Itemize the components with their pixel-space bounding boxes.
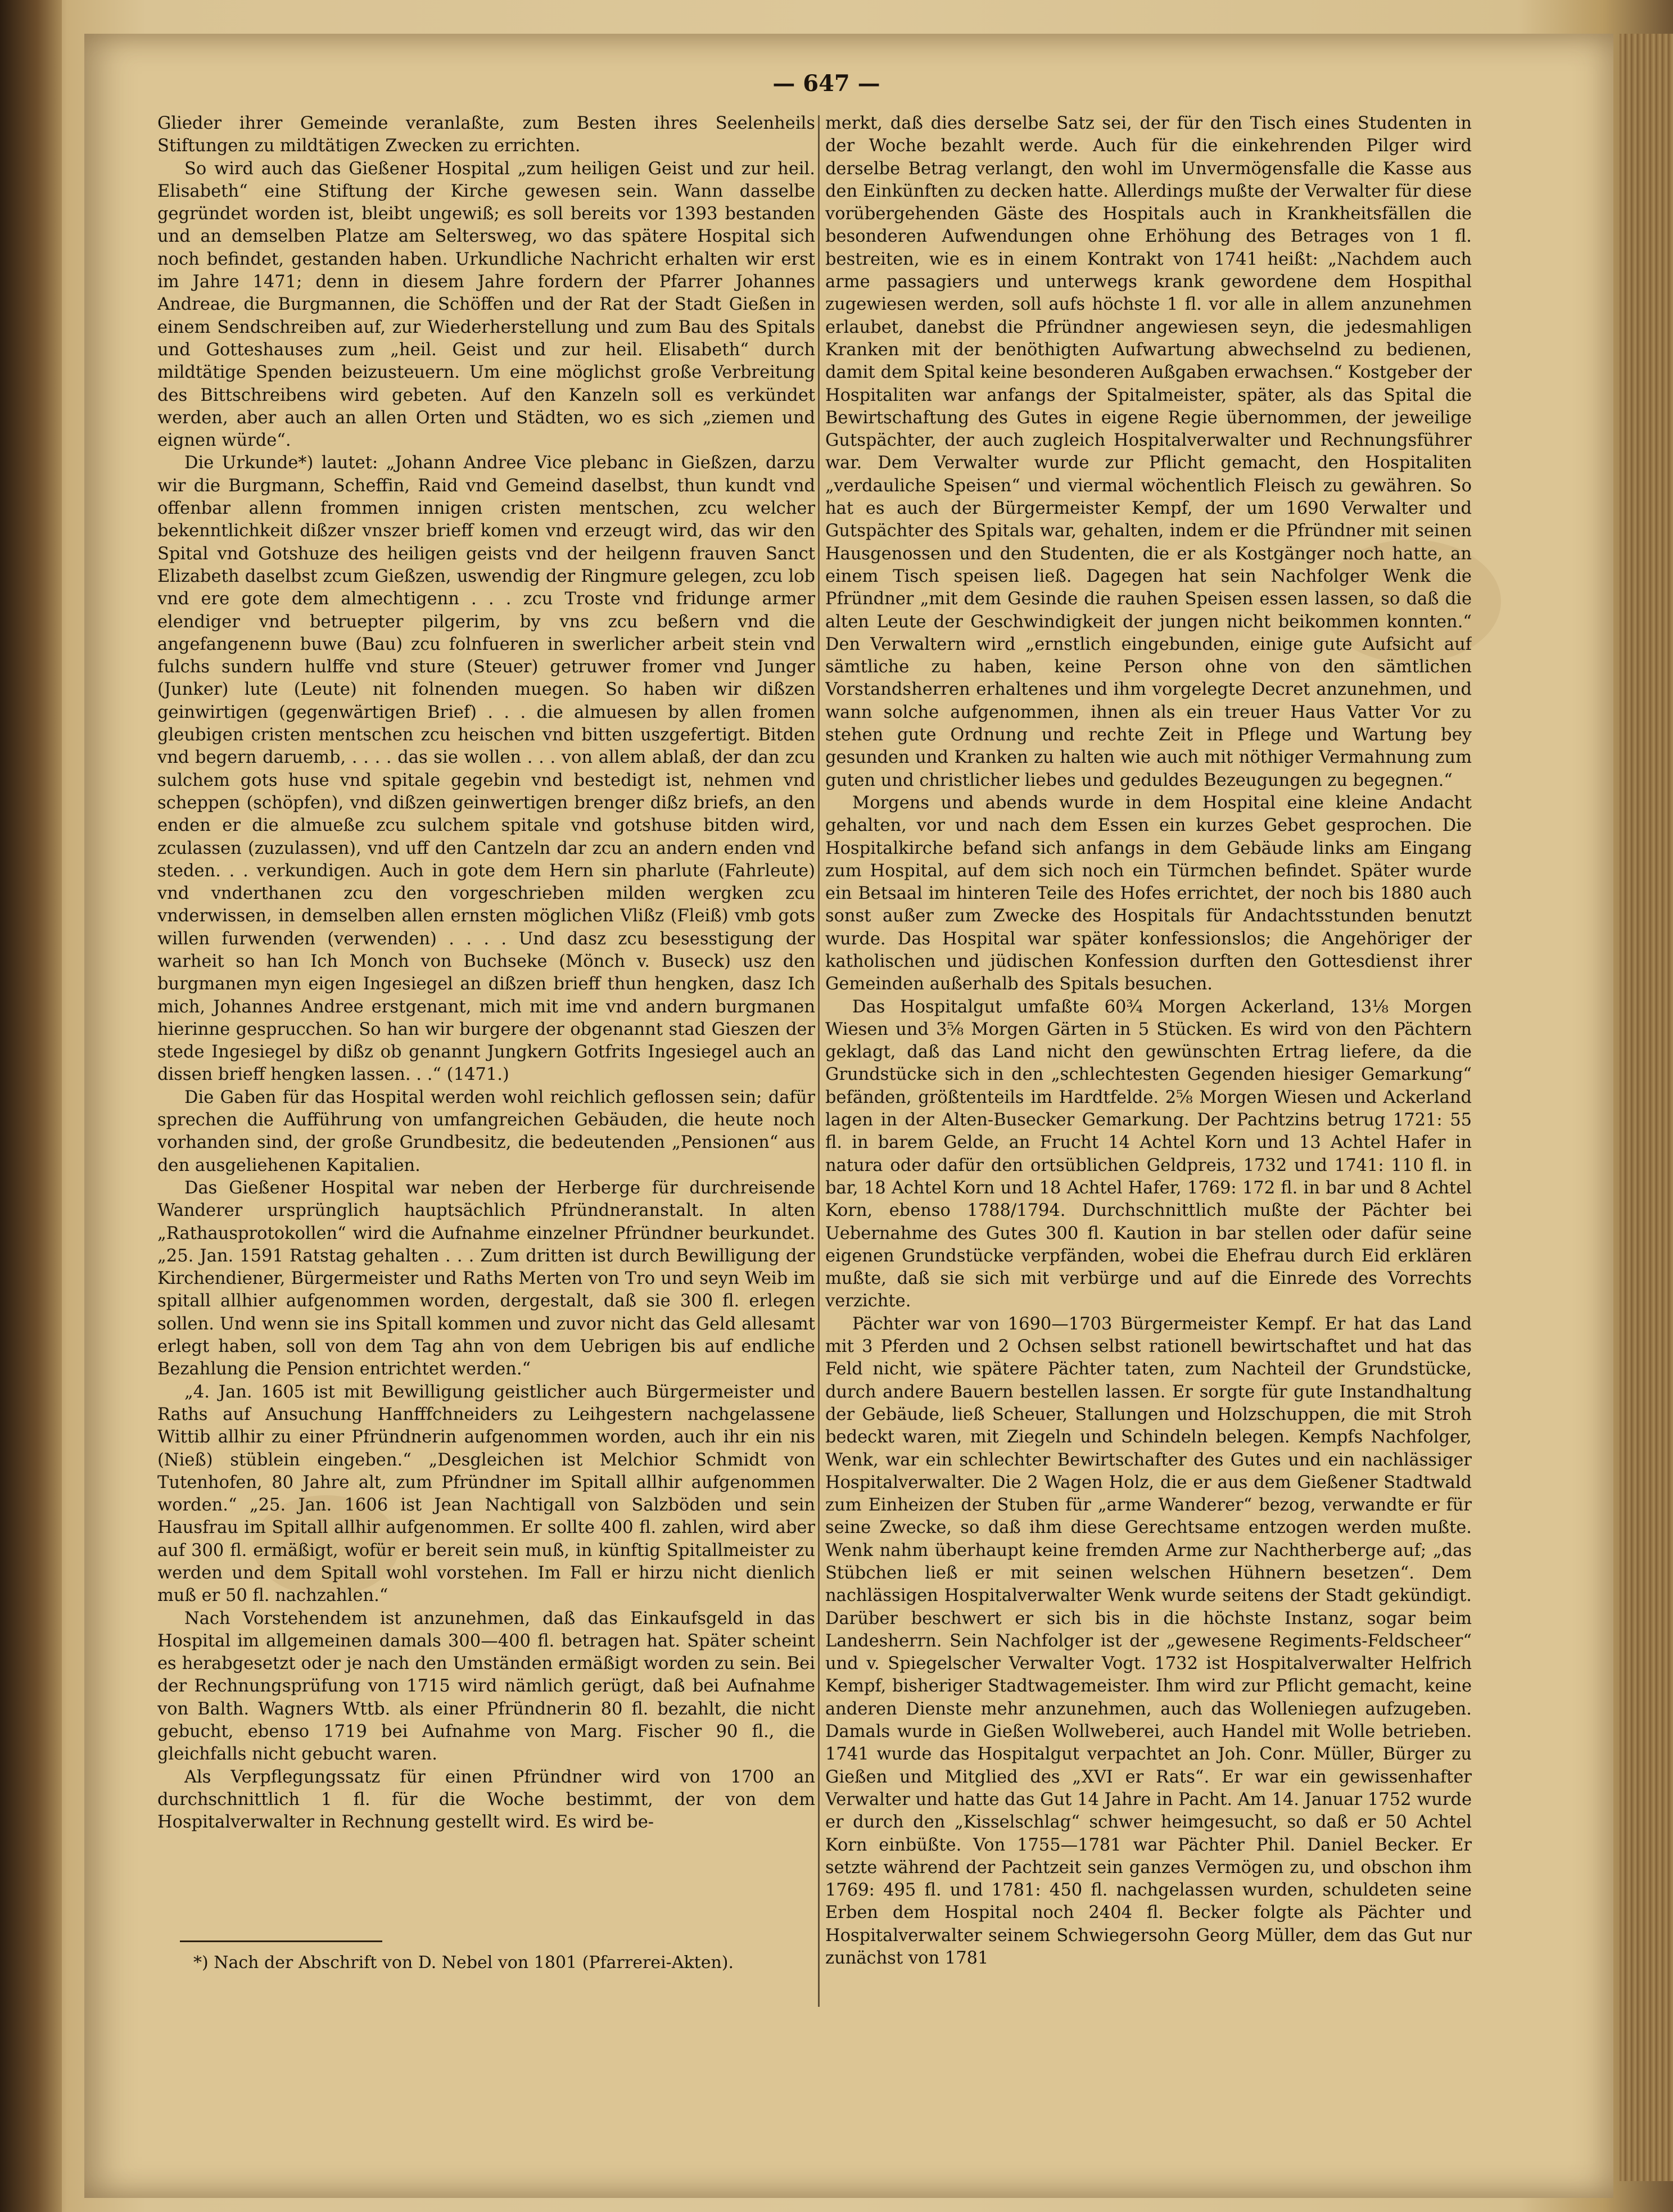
paragraph: Als Verpflegungssatz für einen Pfründner wird von 1700 an durchschnittlich 1 fl. für die Woche bestimmt, der von dem Hospitalverwalter in Rechnung gestellt wird. Es wird be- xyxy=(157,1767,815,1833)
page-number: — 647 — xyxy=(772,70,880,97)
paragraph: Die Urkunde*) lautet: „Johann Andree Vice plebanc in Gießzen, darzu wir die Burgmann, Scheffin, Raid vnd Gemeind daselbst, thun kundt vnd offenbar allenn frommen innigen cristen mentschen, zcu welcher bekenntlichkeit dißzer vnszer brieff komen vnd erzeugt wird, das wir den Spital vnd Gotshuze des heiligen geists vnd der heilgenn frauven Sanct Elizabeth daselbst zcum Gießzen, uswendig der Ringmure gelegen, zcu lob vnd ere gote dem almechtigenn . . . zcu Troste vnd fridunge armer elendiger vnd betruepter pilgerim, by vns zcu beßern vnd die angefangenenn buwe (Bau) zcu folnfueren in swerlicher arbeit stein vnd fulchs sundern hulffe vnd sture (Steuer) getruwer fromer vnd Junger (Junker) lute (Leute) nit folnenden muegen. So haben wir dißzen geinwirtigen (gegenwärtigen Brief) . . . die almuesen by allen fromen gleubigen cristen mentschen zcu heischen vnd bitten uszgefertigt. Bitden vnd begern daruemb, . . . . das sie wollen . . . von allem ablaß, der dan zcu sulchem gots huse vnd spitale gegebin vnd bestedigt ist, nehmen vnd scheppen (schöpfen), vnd dißzen geinwertigen brenger dißz briefs, an den enden er die almueße zcu sulchem spitale vnd gotshuse bitden wird, zculassen (zuzulassen), vnd uff den Cantzeln dar zcu an andern enden vnd steden. . . verkundigen. Auch in gote dem Hern sin pharlute (Fahrleute) vnd vnderthanen zcu den vorgeschrieben milden wergken zcu vnderwissen, in demselben allen ernsten möglichen Vlißz (Fleiß) vmb gots willen furwenden (verwenden) . . . . Und dasz zcu besesstigung der warheit so han Ich Monch von Buchseke (Mönch v. Buseck) usz den burgmanen myn eigen Ingesiegel an dißzen brieff thun hengken, dasz Ich mich, Johannes Andree erstgenant, mich mit ime vnd andern burgmanen hierinne gesprucchen. So han wir burgere der obgenannt stad Gieszen der stede Ingesiegel by dißz ob genannt Jungkern Gotfrits Ingesiegel auch an dissen brieff hengken lassen. . .“ (1471.) xyxy=(157,453,815,1085)
book-gutter xyxy=(0,0,62,2212)
paragraph: Das Hospitalgut umfaßte 60¾ Morgen Ackerland, 13⅛ Morgen Wiesen und 3⅝ Morgen Gärten in 5 Stücken. Es wird von den Pächtern geklagt, daß das Land nicht den gewünschten Ertrag liefere, da die Grundstücke sich in den „schlechtesten Gegenden hiesiger Gemarkung“ befänden, größtenteils im Hardtfelde. 2⅝ Morgen Wiesen und Ackerland lagen in der Alten-Busecker Gemarkung. Der Pachtzins betrug 1721: 55 fl. in barem Gelde, an Frucht 14 Achtel Korn und 13 Achtel Hafer in natura oder dafür den ortsüblichen Geldpreis, 1732 und 1741: 110 fl. in bar, 18 Achtel Korn und 18 Achtel Hafer, 1769: 172 fl. in bar und 8 Achtel Korn, ebenso 1788/1794. Durchschnittlich mußte der Pächter bei Uebernahme des Gutes 300 fl. Kaution in bar stellen oder dafür seine eigenen Grundstücke verpfänden, wobei die Ehefrau durch Eid erklären mußte, daß sie sich mit verbürge und auf die Einrede des Vorrechts verzichte. xyxy=(825,997,1472,1311)
paragraph: Nach Vorstehendem ist anzunehmen, daß das Einkaufsgeld in das Hospital im allgemeinen damals 300—400 fl. betragen hat. Später scheint es herabgesetzt oder je nach den Umständen ermäßigt worden zu sein. Bei der Rechnungsprüfung von 1715 wird nämlich gerügt, daß bei Aufnahme von Balth. Wagners Wttb. als einer Pfründnerin 80 fl. bezahlt, die nicht gebucht, ebenso 1719 bei Aufnahme von Marg. Fischer 90 fl., die gleichfalls nicht gebucht waren. xyxy=(157,1608,815,1765)
paragraph: Glieder ihrer Gemeinde veranlaßte, zum Besten ihres Seelenheils Stiftungen zu mildtätigen Zwecken zu errichten. xyxy=(157,114,815,156)
paragraph: Pächter war von 1690—1703 Bürgermeister Kempf. Er hat das Land mit 3 Pferden und 2 Ochsen selbst rationell bewirtschaftet und hat das Feld nicht, wie spätere Pächter taten, zum Nachteil der Grundstücke, durch andere Bauern bestellen lassen. Er sorgte für gute Instandhaltung der Gebäude, ließ Scheuer, Stallungen und Holzschuppen, die mit Stroh bedeckt waren, mit Ziegeln und Schindeln belegen. Kempfs Nachfolger, Wenk, war ein schlechter Bewirtschafter des Gutes und ein nachlässiger Hospitalverwalter. Die 2 Wagen Holz, die er aus dem Gießener Stadtwald zum Einheizen der Stuben für „arme Wanderer“ bezog, verwandte er für seine Zwecke, so daß ihm diese Gerechtsame entzogen werden mußte. Wenk nahm überhaupt keine fremden Arme zur Nachtherberge auf; „das Stübchen ließ er mit seinen welschen Hühnern besetzen“. Dem nachlässigen Hospitalverwalter Wenk wurde seitens der Stadt gekündigt. Darüber beschwert er sich bis in die höchste Instanz, sogar beim Landesherrn. Sein Nachfolger ist der „gewesene Regiments-Feldscheer“ und v. Spiegelscher Verwalter Vogt. 1732 ist Hospitalverwalter Helfrich Kempf, bisheriger Stadtwagemeister. Ihm wird zur Pflicht gemacht, keine anderen Dienste mehr anzunehmen, auch das Wolleniegen aufzugeben. Damals wurde in Gießen Wollweberei, auch Handel mit Wolle betrieben. 1741 wurde das Hospitalgut verpachtet an Joh. Conr. Müller, Bürger zu Gießen und Mitglied des „XVI er Rats“. Er war ein gewissenhafter Verwalter und hatte das Gut 14 Jahre in Pacht. Am 14. Januar 1752 wurde er durch den „Kisselschlag“ schwer heimgesucht, so daß er 50 Achtel Korn einbüßte. Von 1755—1781 war Pächter Phil. Daniel Becker. Er setzte während der Pachtzeit sein ganzes Vermögen zu, und obschon ihm 1769: 495 fl. und 1781: 450 fl. nachgelassen wurden, schuldeten seine Erben dem Hospital noch 2404 fl. Becker folgte als Pächter und Hospitalverwalter seinem Schwiegersohn Georg Müller, dem das Gut nur zunächst von 1781 xyxy=(825,1314,1472,1969)
paragraph: Morgens und abends wurde in dem Hospital eine kleine Andacht gehalten, vor und nach dem Essen ein kurzes Gebet gesprochen. Die Hospitalkirche befand sich anfangs in dem Gebäude links am Eingang zum Hospital, auf dem sich noch ein Türmchen befindet. Später wurde ein Betsaal im hinteren Teile des Hofes errichtet, der noch bis 1880 auch sonst außer zum Zwecke des Hospitals für Andachtsstunden benutzt wurde. Das Hospital war später konfessionslos; die Angehöriger der katholischen und jüdischen Konfession durften den Gottesdienst ihrer Gemeinden außerhalb des Spitals besuchen. xyxy=(825,793,1472,994)
paragraph: Die Gaben für das Hospital werden wohl reichlich geflossen sein; dafür sprechen die Aufführung von umfangreichen Gebäuden, die heute noch vorhanden sind, der große Grundbesitz, die bedeutenden „Pensionen“ aus den ausgeliehenen Kapitalien. xyxy=(157,1087,815,1175)
column-divider xyxy=(818,115,820,2007)
paragraph: So wird auch das Gießener Hospital „zum heiligen Geist und zur heil. Elisabeth“ eine Stiftung der Kirche gewesen sein. Wann dasselbe gegründet worden ist, bleibt ungewiß; es soll bereits vor 1393 bestanden und an demselben Platze am Seltersweg, wo das spätere Hospital sich noch befindet, gestanden haben. Urkundliche Nachricht erhalten wir erst im Jahre 1471; denn in diesem Jahre fordern der Pfarrer Johannes Andreae, die Burgmannen, die Schöffen und der Rat der Stadt Gießen in einem Sendschreiben auf, zur Wiederherstellung und zum Bau des Spitals und Gotteshauses zum „heil. Geist und zur heil. Elisabeth“ durch mildtätige Spenden beizusteuern. Um eine möglichst große Verbreitung des Bittschreibens wird gebeten. Auf den Kanzeln soll es verkündet werden, aber auch an allen Orten und Städten, wo es sich „ziemen und eignen würde“. xyxy=(157,159,815,451)
footnote-rule xyxy=(180,1940,382,1942)
page-edges xyxy=(1620,34,1673,2181)
paragraph: merkt, daß dies derselbe Satz sei, der für den Tisch eines Studenten in der Woche bezahlt werde. Auch für die einkehrenden Pilger wird derselbe Betrag verlangt, den wohl im Unvermögensfalle die Kasse aus den Einkünften zu decken hatte. Allerdings mußte der Verwalter für diese vorübergehenden Gäste des Hospitals auch in Krankheitsfällen die besonderen Aufwendungen ohne Erhöhung des Betrages von 1 fl. bestreiten, wie es in einem Kontrakt von 1741 heißt: „Nachdem auch arme passagiers und unterwegs krank gewordene dem Hospithal zugewiesen werden, soll aufs höchste 1 fl. vor alle in allem anzunehmen erlaubet, danebst die Pfründner angewiesen seyn, die jedesmahligen Kranken mit der benöthigten Aufwartung abwechselnd zu bedienen, damit dem Spital keine besonderen Außgaben erwachsen.“ Kostgeber der Hospitaliten war anfangs der Spitalmeister, später, als das Spital die Bewirtschaftung des Gutes in eigene Regie übernommen, der jeweilige Gutspächter, der auch zugleich Hospitalverwalter und Rechnungsführer war. Dem Verwalter wurde zur Pflicht gemacht, den Hospitaliten „verdauliche Speisen“ und viermal wöchentlich Fleisch zu gewähren. So hat es auch der Bürgermeister Kempf, der um 1690 Verwalter und Gutspächter des Spitals war, gehalten, indem er die Pfründner mit seinen Hausgenossen und den Studenten, die er als Kostgänger noch hatte, an einem Tisch speisen ließ. Dagegen hat sein Nachfolger Wenk die Pfründner „mit dem Gesinde die rauhen Speisen essen lassen, so daß die alten Leute der Geschwindigkeit der jungen nicht beikommen konnten.“ Den Verwaltern wird „ernstlich eingebunden, einige gute Aufsicht auf sämtliche zu haben, keine Person ohne von den sämtlichen Vorstandsherren erhaltenes und ihm vorgelegte Decret anzunehmen, und wann solche aufgenommen, ihnen als ein treuer Haus Vatter Vor zu stehen gute Ordnung und rechte Zeit in Pflege und Wartung bey gesunden und Kranken zu halten wie auch mit nöthiger Vermahnung zum guten und christlicher liebes und geduldes Bezeugungen zu begegnen.“ xyxy=(825,114,1472,790)
paragraph: „4. Jan. 1605 ist mit Bewilligung geistlicher auch Bürgermeister und Raths auf Ansuchung Hanfffchneiders zu Leihgestern nachgelassene Wittib allhir zu einer Pfründnerin aufgenommen worden, auch ihr ein nis (Nieß) stüblein eingeben.“ „Desgleichen ist Melchior Schmidt von Tutenhofen, 80 Jahre alt, zum Pfründner im Spitall allhir aufgenommen worden.“ „25. Jan. 1606 ist Jean Nachtigall von Salzböden und sein Hausfrau im Spitall allhir aufgenommen. Er sollte 400 fl. zahlen, wird aber auf 300 fl. ermäßigt, wofür er bereit sein muß, in künftig Spitallmeister zu werden und dem Spitall wohl vorstehen. Im Fall er hirzu nicht dienlich muß er 50 fl. nachzahlen.“ xyxy=(157,1382,815,1606)
footnote-text: *) Nach der Abschrift von D. Nebel von 1801 (Pfarrerei-Akten). xyxy=(193,1953,734,1973)
left-column xyxy=(157,112,815,2012)
footnote xyxy=(157,1952,812,1974)
paragraph: Das Gießener Hospital war neben der Herberge für durchreisende Wanderer ursprünglich hauptsächlich Pfründneranstalt. In alten „Rathausprotokollen“ wird die Aufnahme einzelner Pfründner beurkundet. „25. Jan. 1591 Ratstag gehalten . . . Zum dritten ist durch Bewilligung der Kirchendiener, Bürgermeister und Raths Merten von Tro und seyn Weib im spitall allhier aufgenommen worden, dergestalt, daß sie 300 fl. erlegen sollen. Und wenn sie ins Spitall kommen und zuvor nicht das Geld allesamt erlegt haben, soll von dem Tag ahn von dem Uebrigen bis auf endliche Bezahlung die Pension entrichtet werden.“ xyxy=(157,1178,815,1379)
right-column xyxy=(825,112,1472,2012)
